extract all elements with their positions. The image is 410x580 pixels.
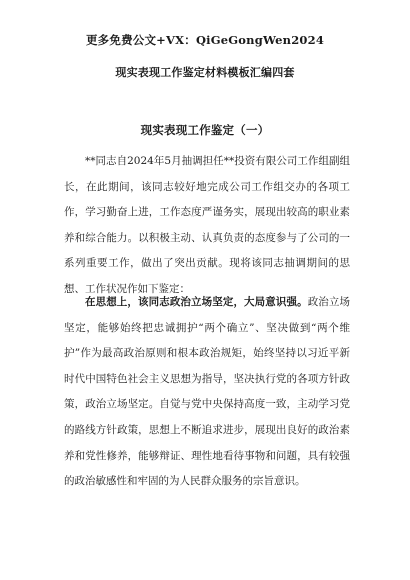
paragraph-ideology — [64, 290, 350, 495]
document-header: 更多免费公文+VX：QiGeGongWen2024 — [85, 33, 325, 47]
document-subtitle: 现实表现工作鉴定材料模板汇编四套 — [115, 66, 295, 79]
section-title: 现实表现工作鉴定（一） — [140, 123, 270, 137]
paragraph-body: 政治立场坚定，能够始终把忠诚拥护“两个确立”、坚决做到“两个维护”作为最高政治原则和根本政治规矩，始终坚持以习近平新时代中国特色社会主义思想为指导，坚决执行党的各项方针政策，政治立场坚定。自觉与党中央保持高度一致，主动学习党的路线方针政策，思想上不断追求进步，展现出良好的政治素养和党性修养，能够辩证、理性地看待事物和问题，具有较强的政治敏感性和牢固的为人民群众服务的宗旨意识。 — [64, 296, 351, 488]
paragraph-intro: **同志自2024年5月抽调担任**投资有限公司工作组副组长，在此期间，该同志较好地完成公司工作组交办的各项工作，学习勤奋上进，工作态度严谨务实，展现出较高的职业素养和综合能力。以积极主动、认真负责的态度参与了公司的一系列重要工作，做出了突出贡献。现将该同志抽调期间的思想、工作状况作如下鉴定： — [64, 155, 350, 295]
paragraph-lead: 在思想上，该同志政治立场坚定，大局意识强。 — [85, 296, 308, 308]
